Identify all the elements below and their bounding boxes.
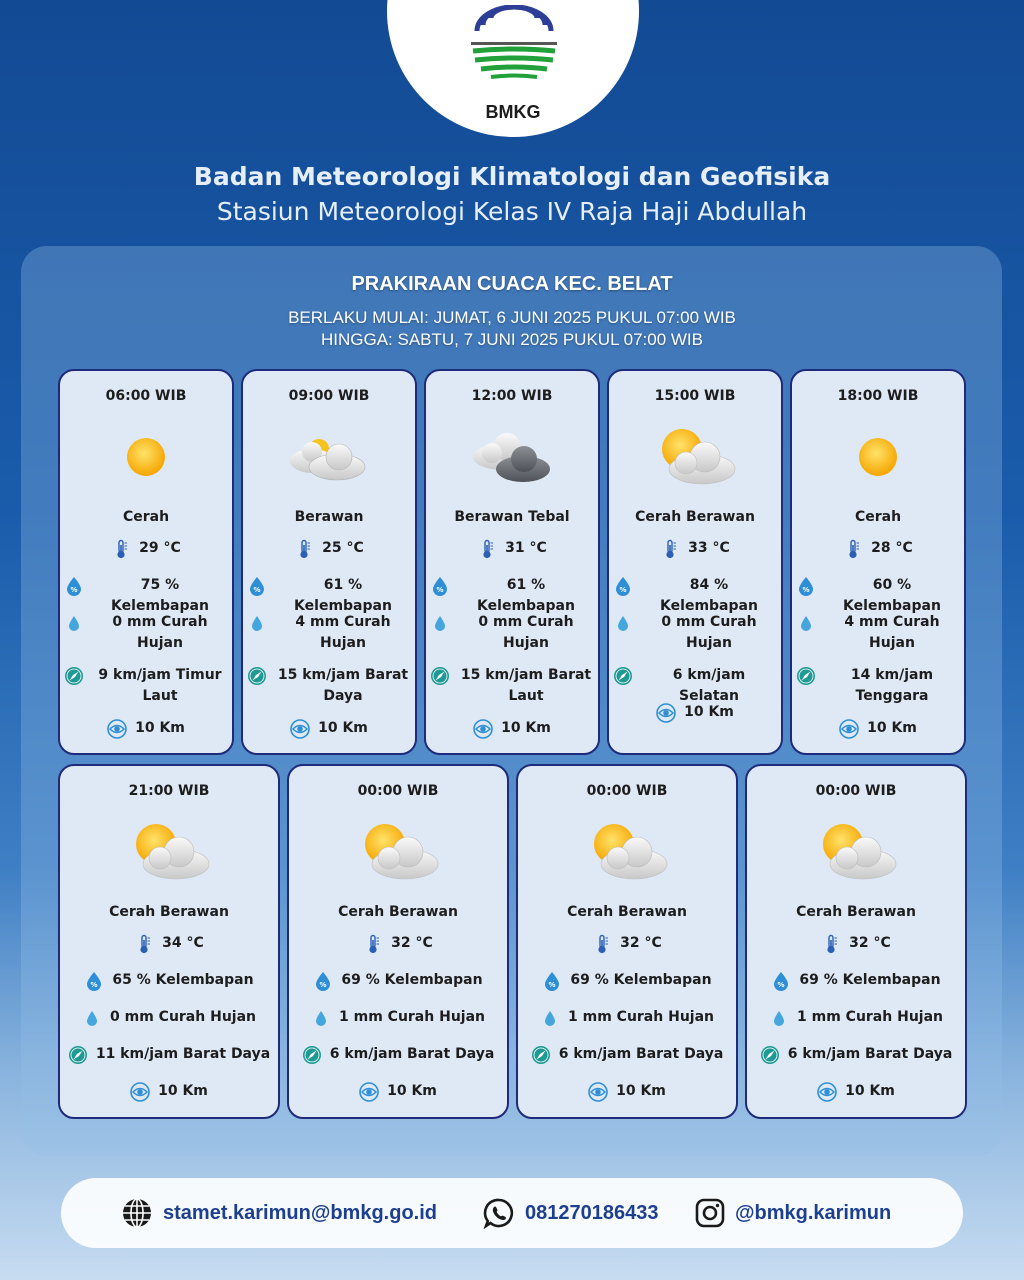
thermometer-icon (843, 539, 863, 559)
forecast-card (58, 369, 234, 755)
card-condition: Cerah Berawan (109, 904, 229, 920)
card-time: 00:00 WIB (357, 783, 439, 799)
card-temperature: 33 °C (688, 540, 730, 556)
card-temperature: 34 °C (162, 935, 204, 951)
phone-link[interactable] (483, 1178, 658, 1248)
thermometer-icon (134, 934, 154, 954)
visibility-icon (656, 703, 676, 723)
card-time: 00:00 WIB (815, 783, 897, 799)
card-wind: 6 km/jam Barat Daya (558, 1046, 724, 1062)
thermometer-icon (294, 539, 314, 559)
thermometer-icon (660, 539, 680, 559)
card-condition: Berawan Tebal (454, 509, 570, 525)
sun-icon (101, 427, 191, 487)
card-humidity: 61 % Kelembapan (294, 577, 392, 614)
forecast-card (607, 369, 783, 755)
forecast-title: PRAKIRAAN CUACA KEC. BELAT (351, 273, 673, 295)
partly-cloudy-icon (124, 822, 214, 882)
cloudy-icon (284, 427, 374, 487)
card-condition: Berawan (294, 509, 364, 525)
card-wind: 6 km/jam Barat Daya (329, 1046, 495, 1062)
card-rainfall: 4 mm Curah Hujan (844, 614, 940, 651)
card-rainfall: 0 mm Curah Hujan (661, 614, 757, 651)
agency-title: Badan Meteorologi Klimatologi dan Geofisika (193, 162, 831, 191)
rain-drop-icon (247, 613, 267, 633)
wind-compass-icon (531, 1045, 551, 1065)
card-visibility: 10 Km (501, 720, 551, 736)
forecast-card (241, 369, 417, 755)
card-wind: 6 km/jam Selatan (672, 667, 746, 704)
email-link[interactable] (121, 1178, 437, 1248)
card-visibility: 10 Km (845, 1083, 895, 1099)
card-temperature: 29 °C (139, 540, 181, 556)
card-condition: Cerah (122, 509, 170, 525)
card-time: 00:00 WIB (586, 783, 668, 799)
partly-cloudy-icon (582, 822, 672, 882)
phone-text: 081270186433 (525, 1201, 659, 1224)
visibility-icon (130, 1082, 150, 1102)
card-temperature: 28 °C (871, 540, 913, 556)
humidity-icon (64, 576, 84, 596)
card-visibility: 10 Km (616, 1083, 666, 1099)
card-rainfall: 0 mm Curah Hujan (478, 614, 574, 651)
card-condition: Cerah (854, 509, 902, 525)
card-humidity: 69 % Kelembapan (341, 972, 483, 988)
card-condition: Cerah Berawan (338, 904, 458, 920)
card-wind: 6 km/jam Barat Daya (787, 1046, 953, 1062)
forecast-card (424, 369, 600, 755)
card-temperature: 32 °C (849, 935, 891, 951)
sun-icon (833, 427, 923, 487)
rain-drop-icon (311, 1008, 331, 1028)
instagram-icon (695, 1198, 725, 1228)
visibility-icon (817, 1082, 837, 1102)
visibility-icon (588, 1082, 608, 1102)
visibility-icon (107, 719, 127, 739)
card-humidity: 69 % Kelembapan (799, 972, 941, 988)
humidity-icon (430, 576, 450, 596)
card-visibility: 10 Km (387, 1083, 437, 1099)
visibility-icon (290, 719, 310, 739)
thermometer-icon (111, 539, 131, 559)
valid-from: BERLAKU MULAI: JUMAT, 6 JUNI 2025 PUKUL 07:00 WIB (288, 308, 736, 327)
card-visibility: 10 Km (867, 720, 917, 736)
partly-cloudy-icon (650, 427, 740, 487)
forecast-card (790, 369, 966, 755)
card-time: 12:00 WIB (471, 388, 553, 404)
visibility-icon (839, 719, 859, 739)
thermometer-icon (363, 934, 383, 954)
wind-compass-icon (760, 1045, 780, 1065)
card-wind: 9 km/jam Timur Laut (98, 667, 222, 704)
station-subtitle: Stasiun Meteorologi Kelas IV Raja Haji Abdullah (216, 197, 808, 226)
globe-icon (121, 1197, 153, 1229)
card-time: 06:00 WIB (105, 388, 187, 404)
card-wind: 15 km/jam Barat Laut (460, 667, 592, 704)
humidity-icon (84, 971, 104, 991)
email-text: stamet.karimun@bmkg.go.id (163, 1201, 437, 1224)
bmkg-logo (387, 0, 639, 137)
instagram-link[interactable] (695, 1178, 891, 1248)
humidity-icon (771, 971, 791, 991)
card-wind: 15 km/jam Barat Daya (277, 667, 409, 704)
card-rainfall: 4 mm Curah Hujan (295, 614, 391, 651)
wind-compass-icon (247, 666, 267, 686)
rain-drop-icon (430, 613, 450, 633)
forecast-card (516, 764, 738, 1119)
card-temperature: 32 °C (391, 935, 433, 951)
rain-drop-icon (82, 1008, 102, 1028)
wind-compass-icon (68, 1045, 88, 1065)
card-visibility: 10 Km (135, 720, 185, 736)
card-humidity: 69 % Kelembapan (570, 972, 712, 988)
valid-until: HINGGA: SABTU, 7 JUNI 2025 PUKUL 07:00 WIB (320, 330, 703, 349)
card-humidity: 61 % Kelembapan (477, 577, 575, 614)
card-rainfall: 1 mm Curah Hujan (568, 1009, 714, 1025)
card-visibility: 10 Km (684, 704, 734, 720)
card-time: 18:00 WIB (837, 388, 919, 404)
card-temperature: 25 °C (322, 540, 364, 556)
card-time: 09:00 WIB (288, 388, 370, 404)
humidity-icon (542, 971, 562, 991)
thermometer-icon (821, 934, 841, 954)
bmkg-logo-icon (467, 5, 561, 85)
instagram-text: @bmkg.karimun (735, 1201, 892, 1224)
rain-drop-icon (613, 613, 633, 633)
wind-compass-icon (796, 666, 816, 686)
humidity-icon (313, 971, 333, 991)
rain-drop-icon (64, 613, 84, 633)
rain-drop-icon (769, 1008, 789, 1028)
card-humidity: 84 % Kelembapan (660, 577, 758, 614)
rain-drop-icon (540, 1008, 560, 1028)
card-rainfall: 1 mm Curah Hujan (339, 1009, 485, 1025)
card-condition: Cerah Berawan (796, 904, 916, 920)
card-wind: 14 km/jam Tenggara (850, 667, 934, 704)
card-temperature: 31 °C (505, 540, 547, 556)
overcast-icon (467, 427, 557, 487)
partly-cloudy-icon (811, 822, 901, 882)
card-rainfall: 0 mm Curah Hujan (112, 614, 208, 651)
card-temperature: 32 °C (620, 935, 662, 951)
rain-drop-icon (796, 613, 816, 633)
card-visibility: 10 Km (158, 1083, 208, 1099)
card-humidity: 65 % Kelembapan (112, 972, 254, 988)
card-rainfall: 0 mm Curah Hujan (110, 1009, 256, 1025)
thermometer-icon (592, 934, 612, 954)
visibility-icon (473, 719, 493, 739)
thermometer-icon (477, 539, 497, 559)
card-condition: Cerah Berawan (635, 509, 755, 525)
card-humidity: 60 % Kelembapan (843, 577, 941, 614)
card-visibility: 10 Km (318, 720, 368, 736)
forecast-card (287, 764, 509, 1119)
wind-compass-icon (430, 666, 450, 686)
forecast-card (745, 764, 967, 1119)
humidity-icon (796, 576, 816, 596)
humidity-icon (247, 576, 267, 596)
humidity-icon (613, 576, 633, 596)
logo-text: BMKG (485, 102, 541, 122)
forecast-card (58, 764, 280, 1119)
card-rainfall: 1 mm Curah Hujan (797, 1009, 943, 1025)
card-condition: Cerah Berawan (567, 904, 687, 920)
wind-compass-icon (64, 666, 84, 686)
wind-compass-icon (302, 1045, 322, 1065)
card-wind: 11 km/jam Barat Daya (95, 1046, 271, 1062)
partly-cloudy-icon (353, 822, 443, 882)
whatsapp-icon (483, 1197, 515, 1229)
visibility-icon (359, 1082, 379, 1102)
card-time: 21:00 WIB (128, 783, 210, 799)
card-humidity: 75 % Kelembapan (111, 577, 209, 614)
wind-compass-icon (613, 666, 633, 686)
card-time: 15:00 WIB (654, 388, 736, 404)
contact-footer (61, 1178, 963, 1248)
